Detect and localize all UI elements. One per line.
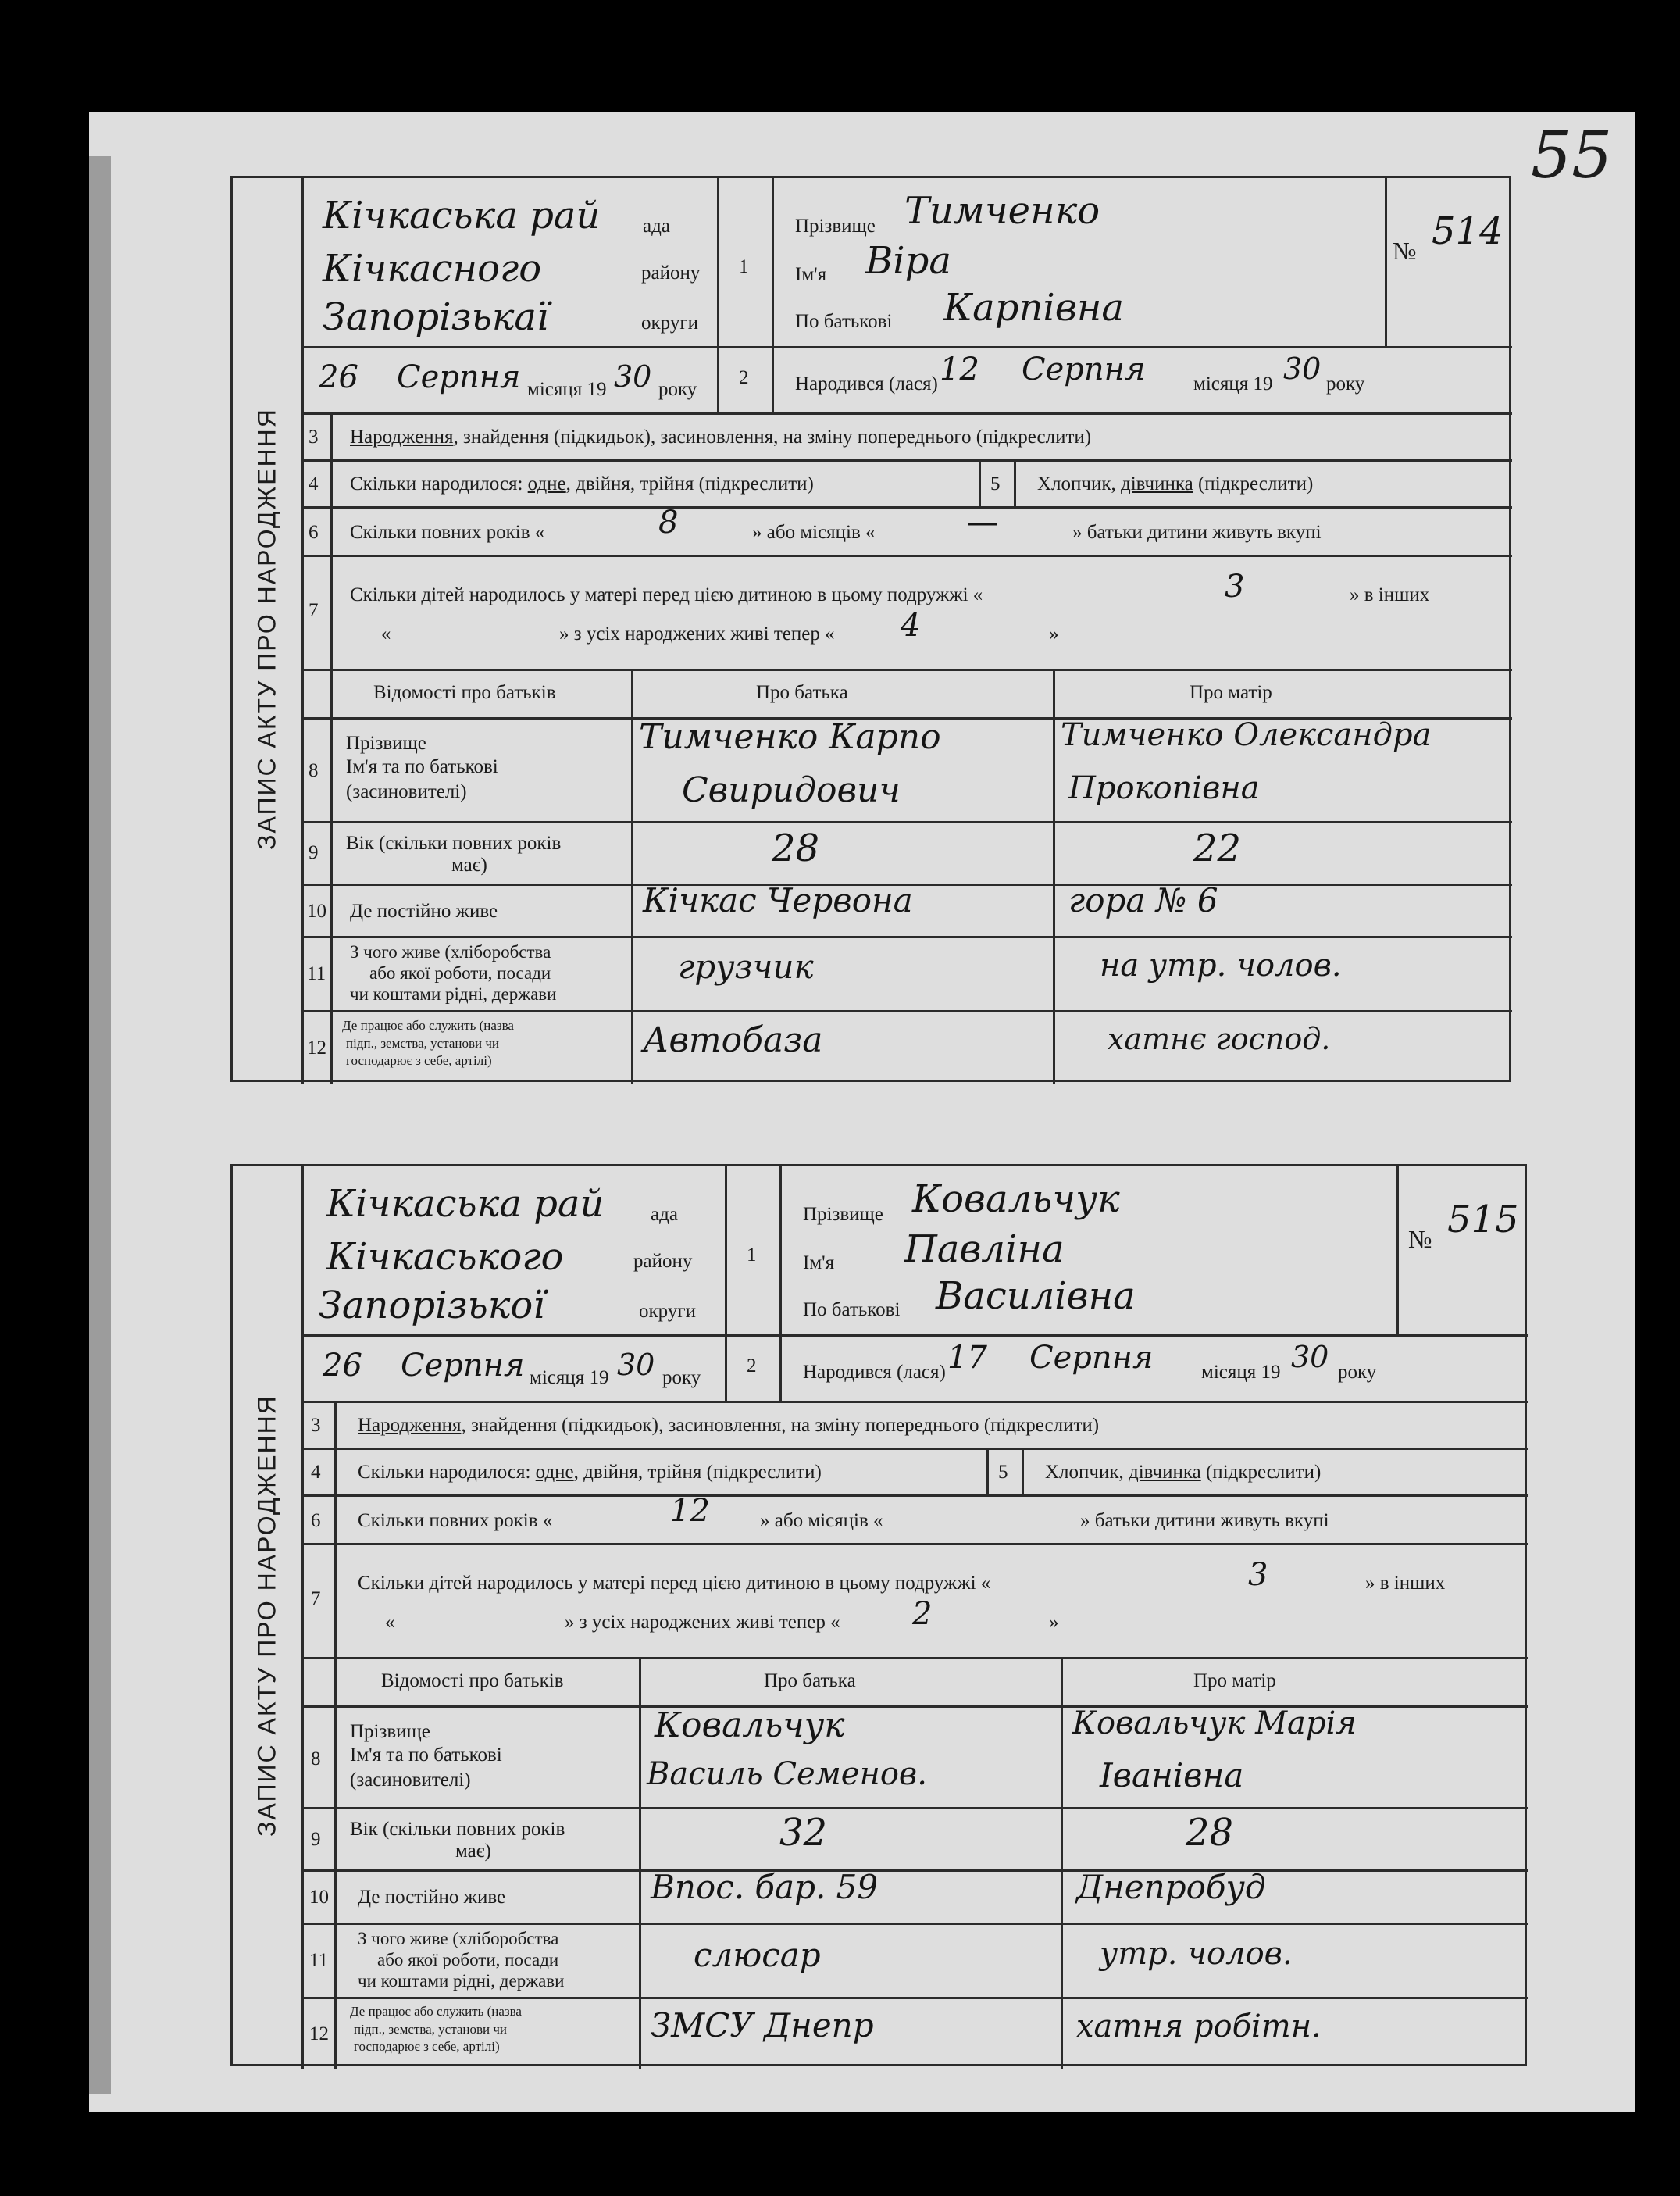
mother-age: 28 [1186,1811,1234,1855]
child-name: Павліна [904,1227,1065,1271]
side-title: ЗАПИС АКТУ ПРО НАРОДЖЕННЯ [233,178,303,1080]
mother-age: 22 [1193,827,1242,870]
registration-year: 30 [614,359,652,394]
child-patronymic: Карпівна [943,286,1124,330]
father-occupation: слюсар [694,1936,821,1974]
children-this-marriage: 3 [1225,569,1245,605]
mother-occupation: утр. чолов. [1100,1936,1293,1972]
child-surname: Ковальчук [912,1177,1120,1221]
birth-year: 30 [1283,352,1322,386]
mother-occupation: на утр. чолов. [1100,948,1342,984]
child-surname: Тимченко [904,189,1100,233]
mother-name: Тимченко Олександра [1061,717,1432,753]
child-patronymic: Василівна [936,1274,1136,1318]
registration-month: Серпня [397,359,521,395]
side-title: ЗАПИС АКТУ ПРО НАРОДЖЕННЯ [233,1166,303,2064]
registration-year: 30 [617,1348,655,1382]
children-this-marriage: 3 [1248,1557,1268,1593]
years-together: 8 [658,505,679,541]
father-residence: Кічкас Червона [643,881,913,919]
father-residence: Впос. бар. 59 [651,1868,879,1906]
okrug-value: Запорізькаї [323,295,549,339]
father-occupation: грузчик [678,948,814,986]
mother-residence: Днепробуд [1076,1868,1266,1906]
mother-name: Ковальчук Марія [1072,1705,1357,1741]
binding-edge [89,156,111,2094]
children-alive: 2 [912,1596,933,1632]
mother-patronymic: Іванівна [1100,1756,1244,1794]
father-patronymic: Василь Семенов. [647,1756,927,1792]
mother-patronymic: Прокопівна [1068,770,1260,806]
mother-workplace: хатнє господ. [1108,1022,1331,1056]
birth-month: Серпня [1029,1340,1154,1376]
father-name: Ковальчук [655,1705,845,1745]
okrug-value: Запорізької [319,1284,545,1327]
mother-residence: гора № 6 [1068,881,1218,919]
father-workplace: ЗМСУ Днепр [651,2006,874,2044]
birth-day: 17 [947,1340,987,1376]
registration-month: Серпня [401,1348,525,1384]
birth-day: 12 [940,352,979,387]
birth-month: Серпня [1022,352,1146,387]
father-age: 28 [772,827,820,870]
birth-record-form-1: ЗАПИС АКТУ ПРО НАРОДЖЕННЯ Кічкаська рай ада Кічкасного району Запорізькаї округи 1 Прізвище Тимченко Ім'я Віра По батькові Карпівна № 514 26 Серпня місяця 19 30 року 2 Народився (лася) 12 Серпня місяця 19 30 року 3 Народження, знайдення (підкидьок), засиновлення, на зміну попереднього (підкреслити) 4 Скільки народилося: одне, двійня, трійня (підкреслити) 5 Хлопчик, дівчинка (підкреслити) 6 Скільки повних років « 8 » або місяців « — » батьки дитини живуть вкупі 7 Скільки дітей народилось у матері перед цією дитиною в цьому подружжі « 3 » в інших « » з усіх народжених живі тепер « 4 » Відомості про батьків Про батька Про матір 8 Прізвище Ім'я та по батькові (засиновителі) Тимченко Карпо Свиридович Тимченко Олександра Прокопівна 9 Вік (скільки повних років має) 28 22 10 Де постійно живе Кічкас Червона гора № 6 11 З чого живе (хліборобства або якої роботи, посади чи коштами рідні, держави грузчик на утр. чолов. 12 Де працює або служить (назва підп., земства, установи чи господарює з себе, артілі) Автобаза хатнє господ. [230,176,1511,1082]
birth-year: 30 [1291,1340,1329,1374]
council-value: Кічкаська рай [326,1182,605,1226]
council-value: Кічкаська рай [323,194,601,237]
father-name: Тимченко Карпо [639,717,941,757]
district-value: Кічкаського [326,1235,564,1279]
registration-day: 26 [323,1348,362,1384]
children-alive: 4 [901,608,921,644]
page-number: 55 [1531,119,1613,193]
birth-record-form-2: ЗАПИС АКТУ ПРО НАРОДЖЕННЯ Кічкаська рай ада Кічкаського району Запорізької округи 1 Прізвище Ковальчук Ім'я Павліна По батькові Василівна № 515 26 Серпня місяця 19 30 року 2 Народився (лася) 17 Серпня місяця 19 30 року 3 Народження, знайдення (підкидьок), засиновлення, на зміну попереднього (підкреслити) 4 Скільки народилося: одне, двійня, трійня (підкреслити) 5 Хлопчик, дівчинка (підкреслити) 6 Скільки повних років « 12 » або місяців « » батьки дитини живуть вкупі 7 Скільки дітей народилось у матері перед цією дитиною в цьому подружжі « 3 » в інших « » з усіх народжених живі тепер « 2 » Відомості про батьків Про батька Про матір 8 Прізвище Ім'я та по батькові (засиновителі) Ковальчук Василь Семенов. Ковальчук Марія Іванівна 9 Вік (скільки повних років має) 32 28 10 Де постійно живе Впос. бар. 59 Днепробуд 11 З чого живе (хліборобства або якої роботи, посади чи коштами рідні, держави слюсар утр. чолов. 12 Де працює або служить (назва підп., земства, установи чи господарює з себе, артілі) ЗМСУ Днепр хатня робітн. [230,1164,1527,2066]
registration-day: 26 [319,359,358,395]
record-number: 515 [1447,1198,1519,1241]
district-value: Кічкасного [323,247,542,291]
father-patronymic: Свиридович [682,770,901,810]
record-number: 514 [1432,209,1503,253]
mother-workplace: хатня робітн. [1076,2009,1322,2044]
child-name: Віра [865,239,951,283]
years-together: 12 [670,1493,710,1529]
months-together: — [967,505,998,541]
father-workplace: Автобаза [643,1020,823,1060]
father-age: 32 [779,1811,828,1855]
